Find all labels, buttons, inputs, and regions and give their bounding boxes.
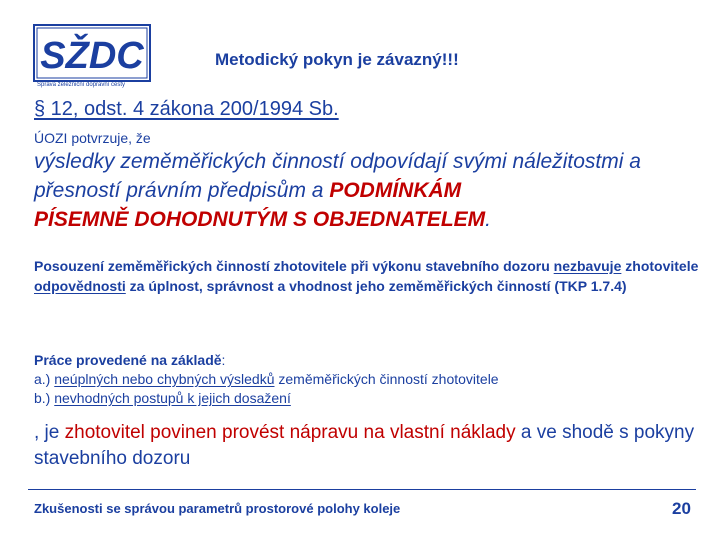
conclusion-highlight: zhotovitel povinen provést nápravu na vlastní náklady <box>64 422 516 443</box>
paragraph-works <box>34 351 714 408</box>
confirmation-verb: potvrzuje, že <box>67 130 151 146</box>
confirmation-subject: ÚOZI <box>34 130 68 146</box>
logo-text: SŽDC <box>40 35 144 77</box>
item-a-underlined: neúplných nebo chybných výsledků <box>54 371 275 387</box>
page-title: Metodický pokyn je závazný!!! <box>215 50 459 69</box>
logo-subtitle: Správa železniční dopravní cesty <box>37 82 126 88</box>
szdc-logo-mark <box>33 24 151 82</box>
paragraph-tkp <box>34 256 714 296</box>
item-b-prefix: b.) <box>34 390 55 406</box>
statement-end: . <box>485 208 491 231</box>
paragraph-1-part-2: zhotovitele <box>621 258 699 274</box>
law-reference: § 12, odst. 4 zákona 200/1994 Sb. <box>34 98 339 120</box>
statement-emphasis-1: PODMÍNKÁM <box>329 179 462 202</box>
item-a-prefix: a.) <box>34 371 55 387</box>
statement-text <box>34 147 704 234</box>
paragraph-1-part-1: Posouzení zeměměřických činností zhotovitele při výkonu stavebního dozoru <box>34 258 554 274</box>
paragraph-1-underlined-2: odpovědnosti <box>34 278 126 294</box>
footer-text: Zkušenosti se správou parametrů prostorové polohy koleje <box>34 501 401 516</box>
page-number: 20 <box>672 499 691 518</box>
footer-divider <box>28 489 696 490</box>
conclusion-suffix: a ve shodě s pokyny stavebního dozoru <box>34 422 695 469</box>
statement-body: výsledky zeměměřických činností odpovídají svými náležitostmi a přesností právním předpisům a <box>34 150 641 202</box>
works-heading-colon: : <box>221 352 226 368</box>
statement-emphasis-2: PÍSEMNĚ DOHODNUTÝM S OBJEDNATELEM <box>34 208 486 231</box>
paragraph-1-underlined-1: nezbavuje <box>553 258 622 274</box>
item-b-underlined: nevhodných postupů k jejich dosažení <box>54 390 291 406</box>
conclusion-prefix: , je <box>34 422 65 443</box>
szdc-logo <box>33 24 153 94</box>
paragraph-1-part-3: za úplnost, správnost a vhodnost jeho zeměměřických činností (TKP 1.7.4) <box>125 278 627 294</box>
conclusion-text <box>34 420 714 472</box>
works-heading: Práce provedené na základě <box>34 352 222 368</box>
confirmation-line <box>34 130 151 146</box>
item-a-rest: zeměměřických činností zhotovitele <box>274 371 499 387</box>
